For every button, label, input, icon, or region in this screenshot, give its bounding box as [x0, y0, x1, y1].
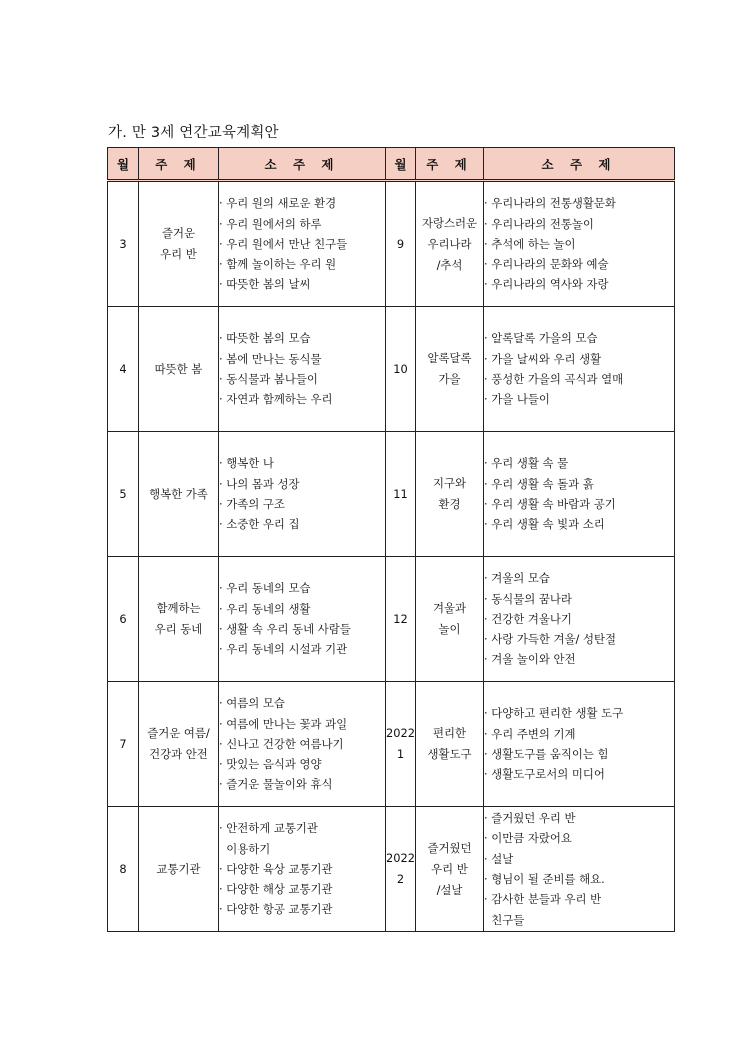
subtopic-item: · 생활도구를 움직이는 힘 [484, 747, 609, 761]
table-row [108, 807, 675, 932]
subtopic-item: · 다양한 해상 교통기관 [219, 882, 333, 897]
theme-cell [416, 307, 484, 432]
month-cell [386, 557, 416, 682]
month-cell [386, 807, 416, 932]
subtopic-cell [484, 557, 675, 682]
subtopic-item: · 가을 나들이 [484, 392, 550, 407]
subtopic-cell [219, 181, 386, 307]
subtopic-item: · 안전하게 교통기관 [219, 821, 318, 836]
theme-cell [139, 307, 219, 432]
theme-line: 우리 반 [160, 247, 197, 261]
subtopic-item: · 우리나라의 문화와 예술 [484, 257, 609, 272]
subtopic-item: · 다양하고 편리한 생활 도구 [484, 706, 624, 721]
header-theme: 주 제 [139, 148, 219, 181]
subtopic-item: · 봄에 만나는 동식물 [219, 351, 322, 366]
theme-cell [416, 557, 484, 682]
month-line: 9 [396, 236, 405, 251]
subtopic-item: · 생활 속 우리 동네 사람들 [219, 622, 351, 636]
subtopic-item: · 자연과 함께하는 우리 [219, 392, 333, 407]
subtopic-item: · 우리 원에서 만난 친구들 [219, 236, 348, 251]
theme-line: 자랑스러운 [421, 215, 478, 230]
subtopic-item: · 즐거웠던 우리 반 [484, 811, 576, 826]
subtopic-item: · 나의 몸과 성장 [219, 476, 300, 491]
subtopic-item: · 맛있는 음식과 영양 [219, 757, 322, 772]
header-month: 월 [386, 148, 416, 181]
month-cell: 6 [108, 557, 139, 682]
header-subtopic: 소 주 제 [484, 148, 675, 181]
subtopic-item: · 우리 생활 속 빛과 소리 [484, 517, 605, 532]
month-line: 12 [393, 611, 408, 626]
subtopic-item: · 형님이 될 준비를 해요. [484, 872, 605, 886]
subtopic-item: · 우리 동네의 시설과 기관 [219, 642, 348, 657]
month-cell [386, 432, 416, 557]
theme-line: 우리 동네 [154, 622, 203, 636]
month-cell: 5 [108, 432, 139, 557]
theme-line: 즐거웠던 [427, 840, 472, 855]
subtopic-item: · 가을 날씨와 우리 생활 [484, 351, 602, 366]
subtopic-item: · 여름에 만나는 꽃과 과일 [219, 716, 348, 731]
table-row [108, 432, 675, 557]
subtopic-cell [484, 307, 675, 432]
theme-cell [139, 807, 219, 932]
theme-line: 생활도구 [427, 747, 472, 761]
subtopic-item: · 우리 동네의 모습 [219, 581, 311, 596]
theme-line: 편리한 [432, 726, 466, 740]
subtopic-cell [484, 682, 675, 807]
subtopic-cell [219, 557, 386, 682]
subtopic-item: · 여름의 모습 [219, 696, 285, 711]
subtopic-cell [219, 432, 386, 557]
subtopic-cell [219, 682, 386, 807]
subtopic-item: · 이만큼 자랐어요 [484, 831, 572, 846]
theme-cell [139, 682, 219, 807]
subtopic-item: · 가족의 구조 [219, 497, 285, 511]
theme-line: 따뜻한 봄 [154, 361, 203, 376]
subtopic-item: · 우리 원에서의 하루 [219, 216, 322, 231]
subtopic-item: · 사랑 가득한 겨울/ 성탄절 [484, 632, 616, 647]
page-title: 가. 만 3세 연간교육계획안 [108, 125, 279, 141]
month-line: 2 [396, 872, 405, 886]
subtopic-item: · 우리 생활 속 돌과 흙 [484, 476, 594, 491]
table-body [108, 181, 675, 932]
header-subtopic: 소 주 제 [219, 148, 386, 181]
theme-cell [139, 557, 219, 682]
month-line: 1 [396, 747, 405, 761]
theme-line: 지구와 [432, 476, 466, 490]
subtopic-item: · 추석에 하는 놀이 [484, 236, 576, 251]
month-cell: 7 [108, 682, 139, 807]
subtopic-item: · 설날 [484, 851, 514, 866]
theme-line: 우리나라 [427, 236, 472, 251]
theme-cell [416, 432, 484, 557]
theme-cell [416, 807, 484, 932]
subtopic-item: · 감사한 분들과 우리 반 [484, 892, 602, 907]
theme-cell [416, 682, 484, 807]
subtopic-item: · 다양한 항공 교통기관 [219, 902, 333, 917]
theme-line: 즐거운 [161, 226, 195, 240]
theme-line: 놀이 [438, 622, 461, 636]
subtopic-item: · 겨울의 모습 [484, 571, 550, 586]
month-cell [386, 307, 416, 432]
subtopic-item: · 우리나라의 전통놀이 [484, 216, 594, 231]
subtopic-item: · 즐거운 물놀이와 휴식 [219, 777, 333, 792]
table-header-row [108, 148, 675, 181]
theme-cell [416, 181, 484, 307]
subtopic-item: · 다양한 육상 교통기관 [219, 861, 333, 876]
theme-line: 겨울과 [432, 601, 466, 615]
theme-line: 건강과 안전 [149, 747, 208, 761]
subtopic-item: 친구들 [484, 912, 525, 927]
theme-line: 행복한 가족 [149, 486, 208, 501]
theme-line: 즐거운 여름/ [147, 726, 210, 740]
month-line: 10 [393, 361, 408, 376]
theme-line: 환경 [438, 497, 461, 511]
table-row [108, 682, 675, 807]
theme-line: 가을 [438, 372, 461, 386]
theme-line: /추석 [436, 257, 463, 272]
subtopic-item: · 생활도구로서의 미디어 [484, 767, 605, 782]
month-line: 11 [393, 486, 408, 501]
month-cell: 8 [108, 807, 139, 932]
table-row [108, 557, 675, 682]
theme-cell [139, 432, 219, 557]
subtopic-cell [484, 181, 675, 307]
table-row [108, 181, 675, 307]
subtopic-item: · 따뜻한 봄의 모습 [219, 331, 311, 346]
month-cell [386, 682, 416, 807]
table-row [108, 307, 675, 432]
subtopic-item: · 겨울 놀이와 안전 [484, 652, 576, 667]
header-month: 월 [108, 148, 139, 181]
subtopic-cell [219, 807, 386, 932]
annual-plan-table [107, 147, 675, 932]
theme-line: 함께하는 [156, 601, 201, 615]
subtopic-item: · 우리 생활 속 물 [484, 456, 569, 471]
subtopic-item: · 우리 원의 새로운 환경 [219, 196, 337, 211]
subtopic-item: · 우리 동네의 생활 [219, 601, 311, 616]
subtopic-item: · 우리나라의 역사와 자랑 [484, 277, 609, 292]
theme-line: 알록달록 [427, 351, 472, 365]
month-line: 2022 [386, 851, 415, 865]
subtopic-item: · 따뜻한 봄의 날씨 [219, 277, 311, 292]
subtopic-item: · 행복한 나 [219, 456, 274, 471]
month-cell: 3 [108, 181, 139, 307]
month-cell: 4 [108, 307, 139, 432]
month-line: 2022 [386, 726, 415, 740]
subtopic-cell [219, 307, 386, 432]
subtopic-item: · 동식물과 봄나들이 [219, 372, 318, 386]
subtopic-item: · 동식물의 꿈나라 [484, 591, 572, 606]
subtopic-item: · 소중한 우리 집 [219, 517, 300, 532]
subtopic-item: · 건강한 겨울나기 [484, 611, 572, 626]
theme-line: /설날 [436, 882, 463, 897]
theme-line: 우리 반 [431, 861, 468, 876]
header-theme: 주 제 [416, 148, 484, 181]
subtopic-cell [484, 432, 675, 557]
subtopic-item: · 알록달록 가을의 모습 [484, 331, 598, 346]
subtopic-cell [484, 807, 675, 932]
subtopic-item: 이용하기 [219, 841, 271, 856]
theme-line: 교통기관 [156, 861, 201, 876]
subtopic-item: · 우리나라의 전통생활문화 [484, 196, 616, 211]
subtopic-item: · 우리 생활 속 바람과 공기 [484, 497, 616, 511]
subtopic-item: · 우리 주변의 기계 [484, 726, 576, 741]
subtopic-item: · 함께 놀이하는 우리 원 [219, 257, 337, 272]
subtopic-item: · 신나고 건강한 여름나기 [219, 736, 344, 751]
month-cell [386, 181, 416, 307]
theme-cell [139, 181, 219, 307]
subtopic-item: · 풍성한 가을의 곡식과 열매 [484, 372, 624, 386]
